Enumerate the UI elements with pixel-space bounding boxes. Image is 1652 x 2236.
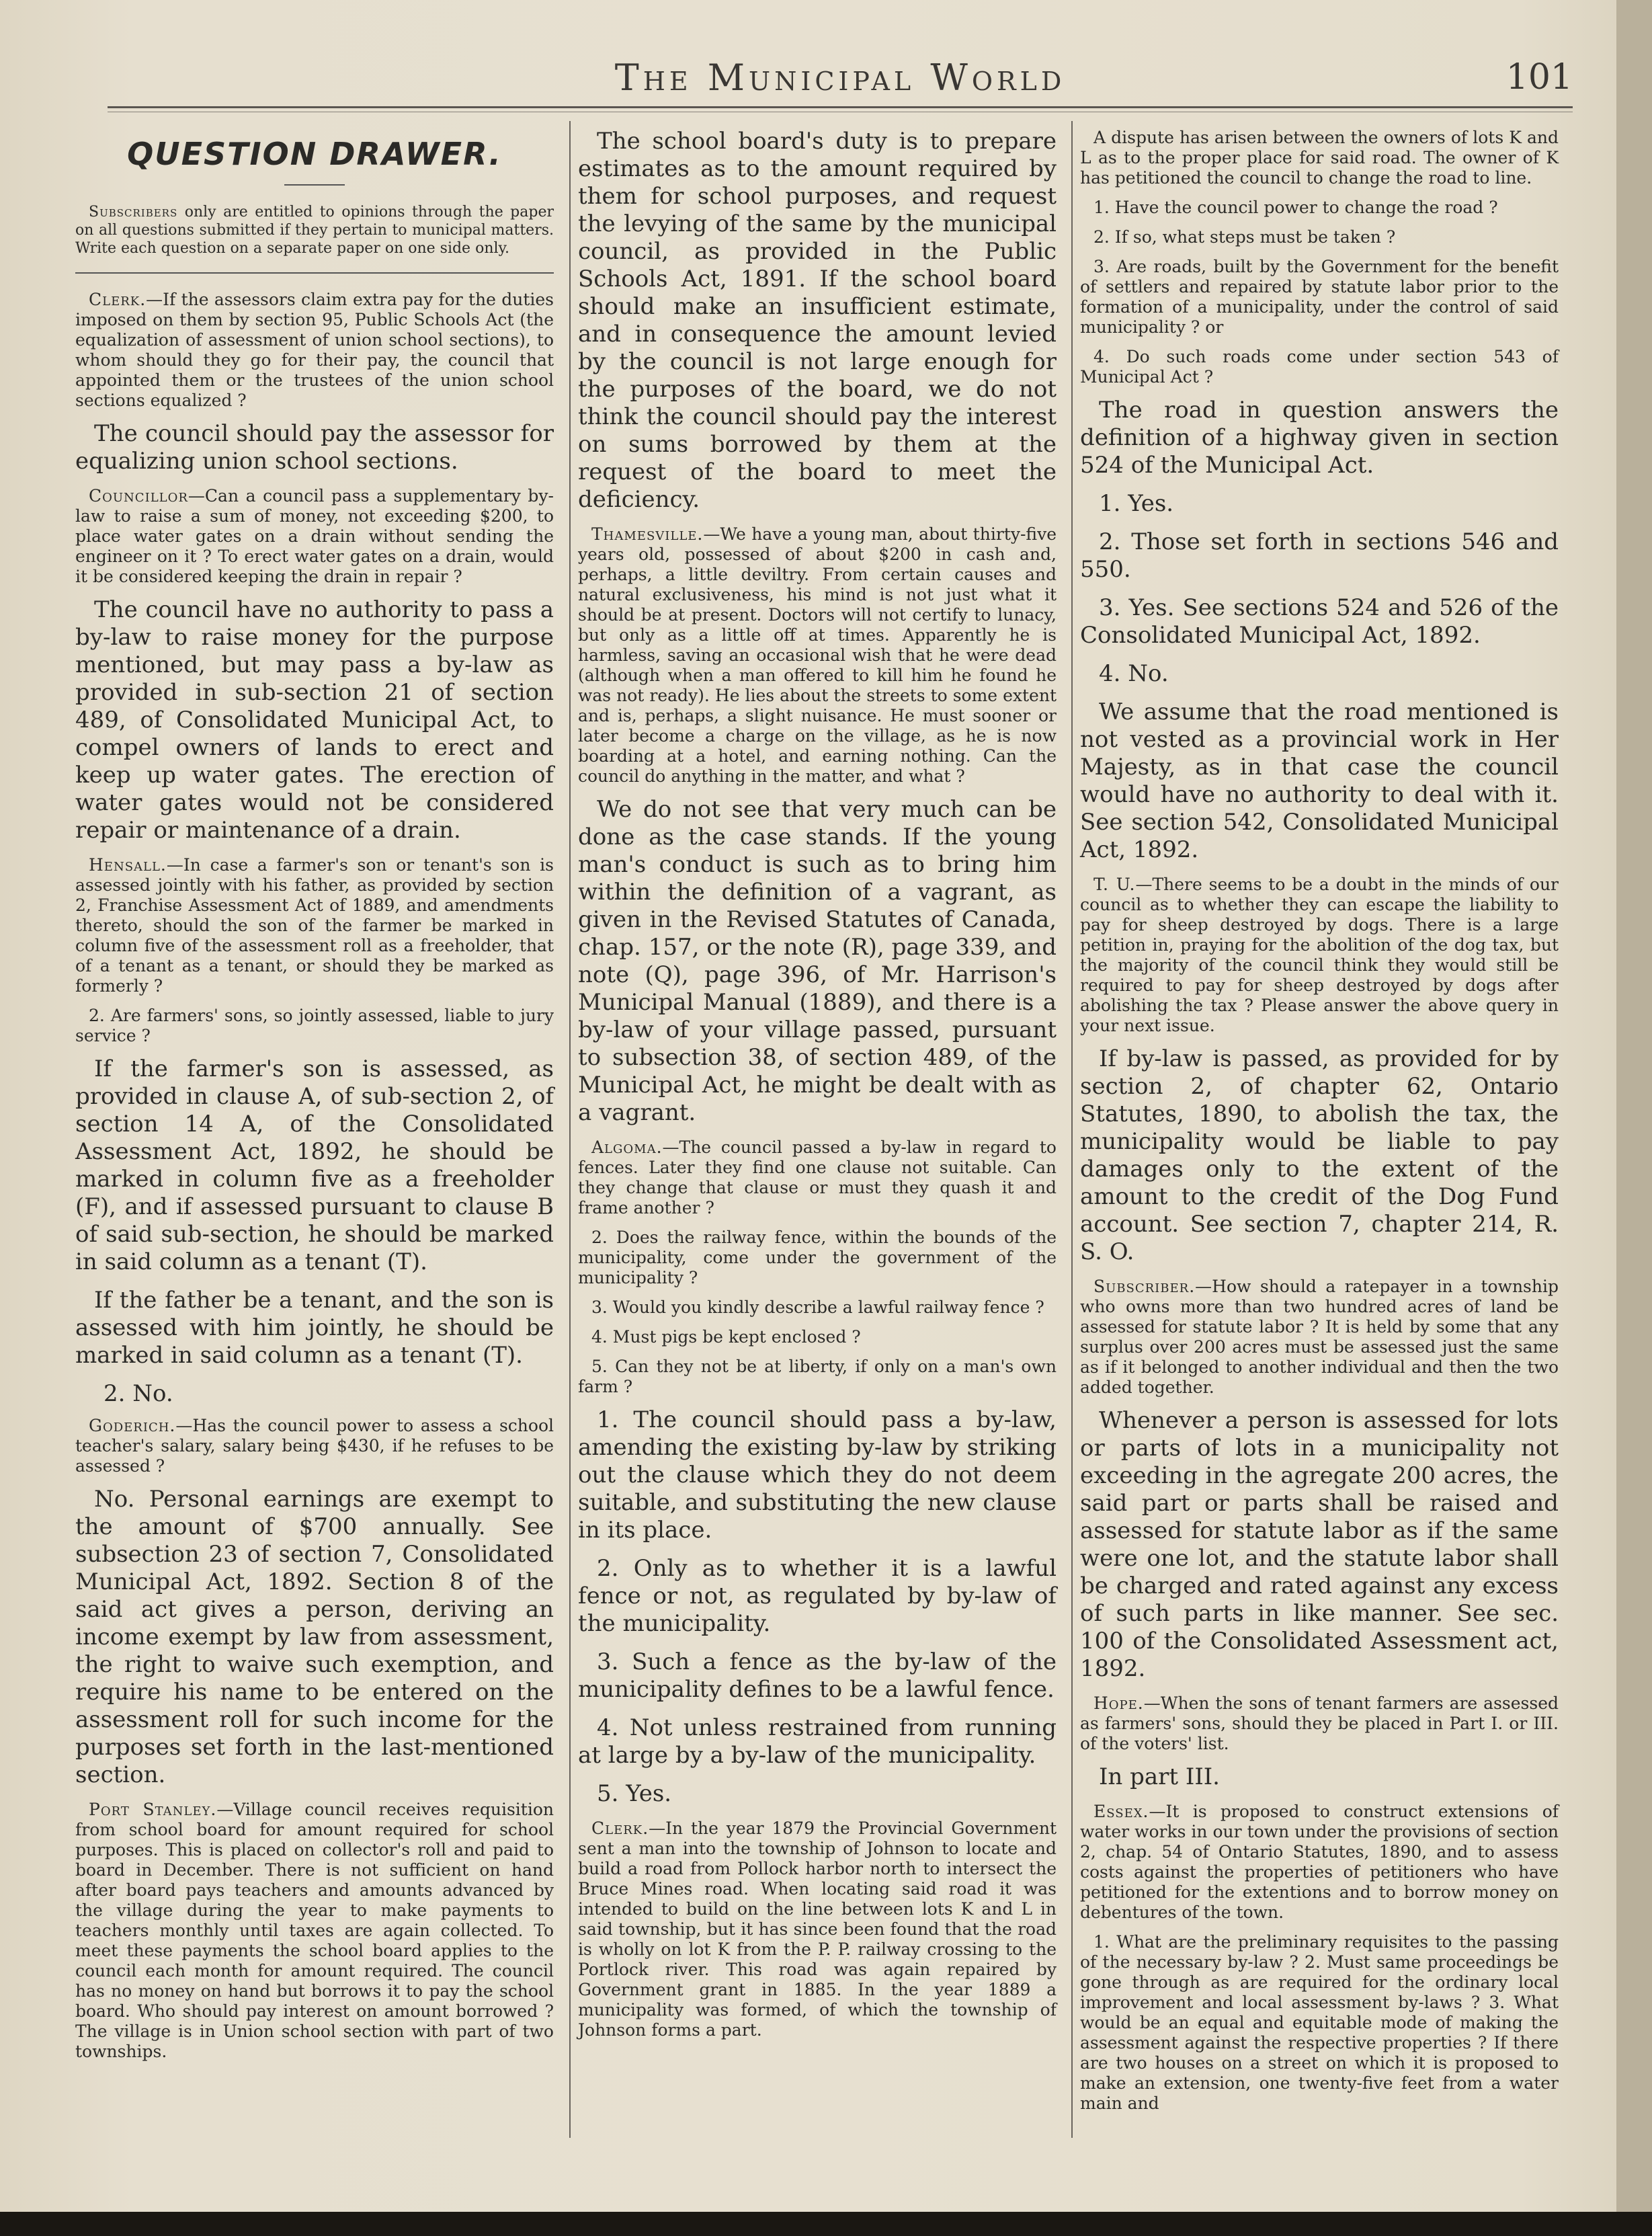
answer-tu: If by-law is passed, as provided for by section 2, of chapter 62, Ontario Statutes, 1890, to abolish the tax, the municipality would be liable to pay damages only to the extent of the amount to the credit of the Dog Fund account. See section 7, chapter 214, R. S. O.	[1080, 1045, 1559, 1265]
page-bottom-edge	[0, 2212, 1652, 2236]
answer-algoma-3: 3. Such a fence as the by-law of the municipality defines to be a lawful fence.	[578, 1648, 1057, 1703]
answer-councillor: The council have no authority to pass a by-law to raise money for the purpose mentioned, but may pass a by-law as provided in sub-section 21 of section 489, of Consolidated Municipal Act, to compel owners of lands to erect and keep up water gates. The erection of water gates would not be considered repair or maintenance of a drain.	[75, 596, 554, 844]
column-1	[75, 128, 554, 2071]
question-algoma-2: 2. Does the railway fence, within the bounds of the municipality, come under the government of the municipality ?	[578, 1228, 1057, 1287]
answer-algoma-5: 5. Yes.	[597, 1780, 672, 1807]
question-clerk-johnson-4: 4. Do such roads come under section 543 of Municipal Act ?	[1080, 347, 1559, 387]
question-algoma-3: 3. Would you kindly describe a lawful railway fence ?	[591, 1297, 1044, 1317]
question-clerk-johnson-cont: A dispute has arisen between the owners of lots K and L as to the proper place for said road. The owner of K has petitioned the council to change the road to line.	[1080, 128, 1559, 188]
section-title: QUESTION DRAWER.	[127, 136, 502, 172]
question-port-stanley: Port Stanley.—Village council receives requisition from school board for amount required for school purposes. This is placed on collector's roll and paid to board in December. There is not sufficient on hand after board pays teachers and amounts advanced by the village during the year to make payments to teachers monthly until taxes are again collected. To meet these payments the school board applies to the council each month for amount required. The council has no money on hand but borrows it to pay the school board. Who should pay interest on amount borrowed ? The village is in Union school section with part of two townships.	[75, 1800, 554, 2061]
page-edge-shadow	[1616, 0, 1652, 2236]
answer-clerk-johnson-4: 4. No.	[1099, 660, 1169, 687]
subscriber-notice: Subscribers only are entitled to opinions through the paper on all questions submitted if they pertain to municipal matters. Write each question on a separate paper on one side only.	[75, 204, 554, 257]
answer-thamesville: We do not see that very much can be done as the case stands. If the young man's conduct is such as to bring him within the definition of a vagrant, as given in the Revised Statutes of Canada, chap. 157, or the note (R), page 339, and note (Q), page 396, of Mr. Harrison's Municipal Manual (1889), and there is a by-law of your village passed, pursuant to subsection 38, of section 489, of the Municipal Act, he might be dealt with as a vagrant.	[578, 796, 1057, 1126]
answer-hope: In part III.	[1099, 1763, 1220, 1790]
question-algoma-4: 4. Must pigs be kept enclosed ?	[591, 1327, 861, 1347]
question-clerk-johnson: Clerk.—In the year 1879 the Provincial Government sent a man into the township of Johnson to locate and build a road from Pollock harbor north to intersect the Bruce Mines road. When locating said road it was intended to build on the line between lots K and L in said township, but it has since been found that the road is wholly on lot K from the P. P. railway crossing to the Portlock river. This road was again repaired by Government grant in 1885. In the year 1889 a municipality was formed, of which the township of Johnson forms a part.	[578, 1819, 1057, 2040]
publication-title: The Municipal World	[614, 56, 1066, 99]
answer-subscriber: Whenever a person is assessed for lots or parts of lots in a municipality not exceeding in the agregate 200 acres, the said part or parts shall be raised and assessed for statute labor as if the same were one lot, and the statute labor shall be charged and rated against any excess of such parts in like manner. See sec. 100 of the Consolidated Assessment act, 1892.	[1080, 1407, 1559, 1682]
answer-goderich: No. Personal earnings are exempt to the amount of $700 annually. See subsection 23 of section 7, Consolidated Municipal Act, 1892. Section 8 of the said act gives a person, deriving an income exempt by law from assessment, the right to waive such exemption, and require his name to be entered on the assessment roll for such income for the purposes set forth in the last-mentioned section.	[75, 1486, 554, 1788]
answer-algoma-2: 2. Only as to whether it is a lawful fence or not, as regulated by by-law of the municipality.	[578, 1555, 1057, 1637]
column-divider	[1071, 121, 1073, 2138]
masthead	[108, 52, 1573, 103]
answer-clerk-johnson: The road in question answers the definition of a highway given in section 524 of the Municipal Act.	[1080, 397, 1559, 479]
column-2	[578, 128, 1057, 2050]
question-clerk: Clerk.—If the assessors claim extra pay for the duties imposed on them by section 95, Public Schools Act (the equalization of assessment of union school sections), to whom should they go for their pay, the council that appointed them or the trustees of the union school sections equalized ?	[75, 290, 554, 410]
question-essex-2: 1. What are the preliminary requisites to the passing of the necessary by-law ? 2. Must same proceedings be gone through as are required for the ordinary local improvement and local assessment by-laws ? 3. What would be an equal and equitable mode of making the assessment against the respective properties ? If there are two houses on a street on which it is proposed to make an extension, one twenty-five feet from a water main and	[1080, 1932, 1559, 2113]
answer-port-stanley: The school board's duty is to prepare estimates as to the amount required by them for school purposes, and request the levying of the same by the municipal council, as provided in the Public Schools Act, 1891. If the school board should make an insufficient estimate, and in consequence the amount levied by the council is not large enough for the purposes of the board, we do not think the council should pay the interest on sums borrowed by them at the request of the board to meet the deficiency.	[578, 128, 1057, 513]
question-clerk-johnson-2: 2. If so, what steps must be taken ?	[1093, 227, 1396, 247]
title-rule	[284, 184, 345, 186]
answer-clerk-johnson-2: 2. Those set forth in sections 546 and 550.	[1080, 528, 1559, 583]
question-algoma: Algoma.—The council passed a by-law in regard to fences. Later they find one clause not suitable. Can they change that clause or must they quash it and frame another ?	[578, 1137, 1057, 1217]
question-thamesville: Thamesville.—We have a young man, about thirty-five years old, possessed of about $200 in cash and, perhaps, a little deviltry. From certain causes and natural exclusiveness, his mind is not just what it should be at present. Doctors will not certify to lunacy, but only as a little off at times. Apparently he is harmless, saving an occasional wish that he were dead (although when a man offered to kill him he found he was not ready). He lies about the streets to some extent and is, perhaps, a slight nuisance. He must sooner or later become a charge on the village, as he is now boarding at a hotel, and earning nothing. Can the council do anything in the matter, and what ?	[578, 524, 1057, 786]
column-divider	[569, 121, 571, 2138]
question-goderich: Goderich.—Has the council power to assess a school teacher's salary, salary being $430, if he refuses to be assessed ?	[75, 1416, 554, 1476]
answer-hensall-2: If the father be a tenant, and the son is assessed with him jointly, he should be marked in said column as a tenant (T).	[75, 1287, 554, 1369]
answer-hensall-1: If the farmer's son is assessed, as provided in clause A, of sub-section 2, of section 14 A, of the Consolidated Assessment Act, 1892, he should be marked in column five as a freeholder (F), and if assessed pursuant to clause B of said sub-section, he should be marked in said column as a tenant (T).	[75, 1055, 554, 1275]
question-algoma-5: 5. Can they not be at liberty, if only on a man's own farm ?	[578, 1357, 1057, 1396]
question-clerk-johnson-3: 3. Are roads, built by the Government for the benefit of settlers and repaired by statute labor prior to the formation of a municipality, under the control of said municipality ? or	[1080, 257, 1559, 337]
question-subscriber: Subscriber.—How should a ratepayer in a township who owns more than two hundred acres of land be assessed for statute labor ? It is held by some that any surplus over 200 acres must be assessed just the same as if it belonged to another individual and then the two added together.	[1080, 1277, 1559, 1397]
answer-clerk-johnson-5: We assume that the road mentioned is not vested as a provincial work in Her Majesty, as in that case the council would have no authority to deal with it. See section 542, Consolidated Municipal Act, 1892.	[1080, 698, 1559, 863]
question-hope: Hope.—When the sons of tenant farmers are assessed as farmers' sons, should they be placed in Part I. or III. of the voters' list.	[1080, 1693, 1559, 1753]
answer-algoma-1: 1. The council should pass a by-law, amending the existing by-law by striking out the clause which they do not deem suitable, and substituting the new clause in its place.	[578, 1406, 1057, 1544]
question-clerk-johnson-1: 1. Have the council power to change the road ?	[1093, 198, 1498, 217]
column-3	[1080, 128, 1559, 2123]
notice-rule	[75, 272, 554, 274]
question-hensall: Hensall.—In case a farmer's son or tenant's son is assessed jointly with his father, as provided by section 2, Franchise Assessment Act of 1889, and amendments thereto, should the son of the farmer be marked in column five of the assessment roll as a freeholder, that of a tenant as a tenant, or should they be marked as formerly ?	[75, 855, 554, 996]
answer-hensall-3: 2. No.	[104, 1380, 173, 1407]
question-councillor: Councillor—Can a council pass a supplementary by-law to raise a sum of money, not exceeding $200, to place water gates on a drain without sending the engineer on it ? To erect water gates on a drain, would it be considered keeping the drain in repair ?	[75, 486, 554, 586]
answer-clerk-johnson-3: 3. Yes. See sections 524 and 526 of the Consolidated Municipal Act, 1892.	[1080, 594, 1559, 649]
question-tu: T. U.—There seems to be a doubt in the minds of our council as to whether they can escape the liability to pay for sheep destroyed by dogs. There is a large petition in, praying for the abolition of the dog tax, but the majority of the council think they would still be required to pay for sheep destroyed by dogs after abolishing the tax ? Please answer the above query in your next issue.	[1080, 875, 1559, 1035]
answer-algoma-4: 4. Not unless restrained from running at large by a by-law of the municipality.	[578, 1714, 1057, 1769]
answer-clerk-johnson-1: 1. Yes.	[1099, 490, 1174, 517]
header-rule	[108, 106, 1573, 108]
answer-clerk: The council should pay the assessor for equalizing union school sections.	[75, 420, 554, 475]
page-number: 101	[1505, 57, 1573, 97]
question-essex: Essex.—It is proposed to construct extensions of water works in our town under the provisions of section 2, chap. 54 of Ontario Statutes, 1890, and to assess costs against the properties of petitioners who have petitioned for the extentions and to borrow money on debentures of the town.	[1080, 1802, 1559, 1922]
question-hensall-2: 2. Are farmers' sons, so jointly assessed, liable to jury service ?	[75, 1006, 554, 1045]
